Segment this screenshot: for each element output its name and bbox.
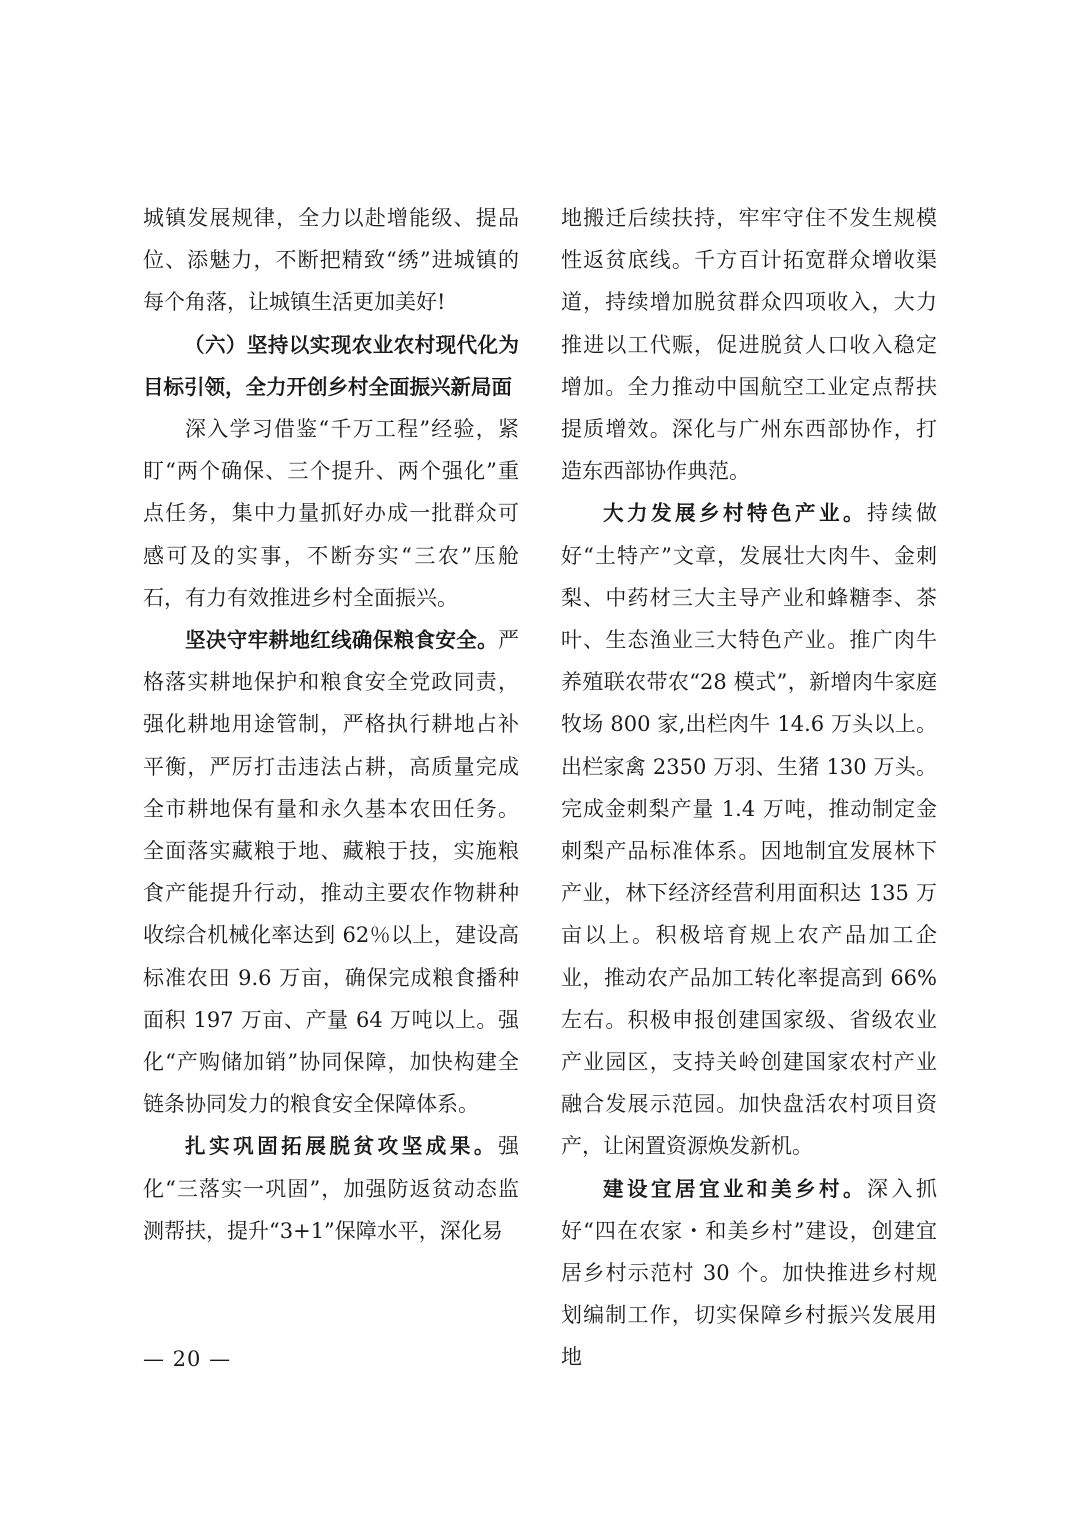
paragraph-poverty — [143, 1125, 519, 1252]
paragraph-lead: 坚决守牢耕地红线确保粮食安全。 — [185, 628, 498, 653]
paragraph-body: 深入抓好“四在农家・和美乡村”建设，创建宜居乡村示范村 30 个。加快推进乡村规划编制工作，切实保障乡村振兴发展用地 — [561, 1176, 937, 1370]
paragraph-intro: 深入学习借鉴“千万工程”经验，紧盯“两个确保、三个提升、两个强化”重点任务，集中力量抓好办成一批群众可感可及的实事，不断夯实“三农”压舱石，有力有效推进乡村全面振兴。 — [143, 417, 519, 610]
paragraph-continuation: 地搬迁后续扶持，牢牢守住不发生规模性返贫底线。千方百计拓宽群众增收渠道，持续增加脱贫群众四项收入，大力推进以工代赈，促进脱贫人口收入稳定增加。全力推动中国航空工业定点帮扶提质增效。深化与广州东西部协作，打造东西部协作典范。 — [561, 206, 937, 484]
paragraph-industry — [561, 492, 937, 1167]
paragraph-lead: 大力发展乡村特色产业。 — [603, 501, 867, 526]
paragraph-body: 严格落实耕地保护和粮食安全党政同责，强化耕地用途管制，严格执行耕地占补平衡，严厉打击违法占耕，高质量完成全市耕地保有量和永久基本农田任务。全面落实藏粮于地、藏粮于技，实施粮食产能提升行动，推动主要农作物耕种收综合机械化率达到 62％以上，建设高标准农田 9.6 万亩，确保完成粮食播种面积 197 万亩、产量 64 万吨以上。强化“产购储加销”协同保障，加快构建全链条协同发力的粮食安全保障体系。 — [143, 628, 519, 1117]
paragraph-lead: 扎实巩固拓展脱贫攻坚成果。 — [185, 1134, 498, 1159]
paragraph-village — [561, 1168, 937, 1379]
paragraph-body: 强化“三落实一巩固”，加强防返贫动态监测帮扶，提升“3+1”保障水平，深化易 — [143, 1134, 519, 1243]
paragraph-continuation: 城镇发展规律，全力以赴增能级、提品位、添魅力，不断把精致“绣”进城镇的每个角落，让城镇生活更加美好! — [143, 206, 519, 315]
left-column — [143, 197, 519, 1252]
section-heading: （六）坚持以实现农业农村现代化为目标引领，全力开创乡村全面振兴新局面 — [143, 332, 519, 399]
page-number: — 20 — — [143, 1347, 232, 1371]
paragraph-food-security — [143, 619, 519, 1125]
paragraph-lead: 建设宜居宜业和美乡村。 — [603, 1176, 867, 1201]
right-column — [561, 197, 937, 1379]
paragraph-body: 持续做好“土特产”文章，发展壮大肉牛、金刺梨、中药材三大主导产业和蜂糖李、茶叶、生态渔业三大特色产业。推广肉牛养殖联农带农“28 模式”，新增肉牛家庭牧场 800 家,出栏肉牛 14.6 万头以上。出栏家禽 2350 万羽、生猪 130 万头。完成金刺梨产量 1.4 万吨，推动制定金刺梨产品标准体系。因地制宜发展林下产业，林下经济经营利用面积达 135 万亩以上。积极培育规上农产品加工企业，推动农产品加工转化率提高到 66%左右。积极申报创建国家级、省级农业产业园区，支持关岭创建国家农村产业融合发展示范园。加快盘活农村项目资产，让闲置资源焕发新机。 — [561, 501, 937, 1159]
